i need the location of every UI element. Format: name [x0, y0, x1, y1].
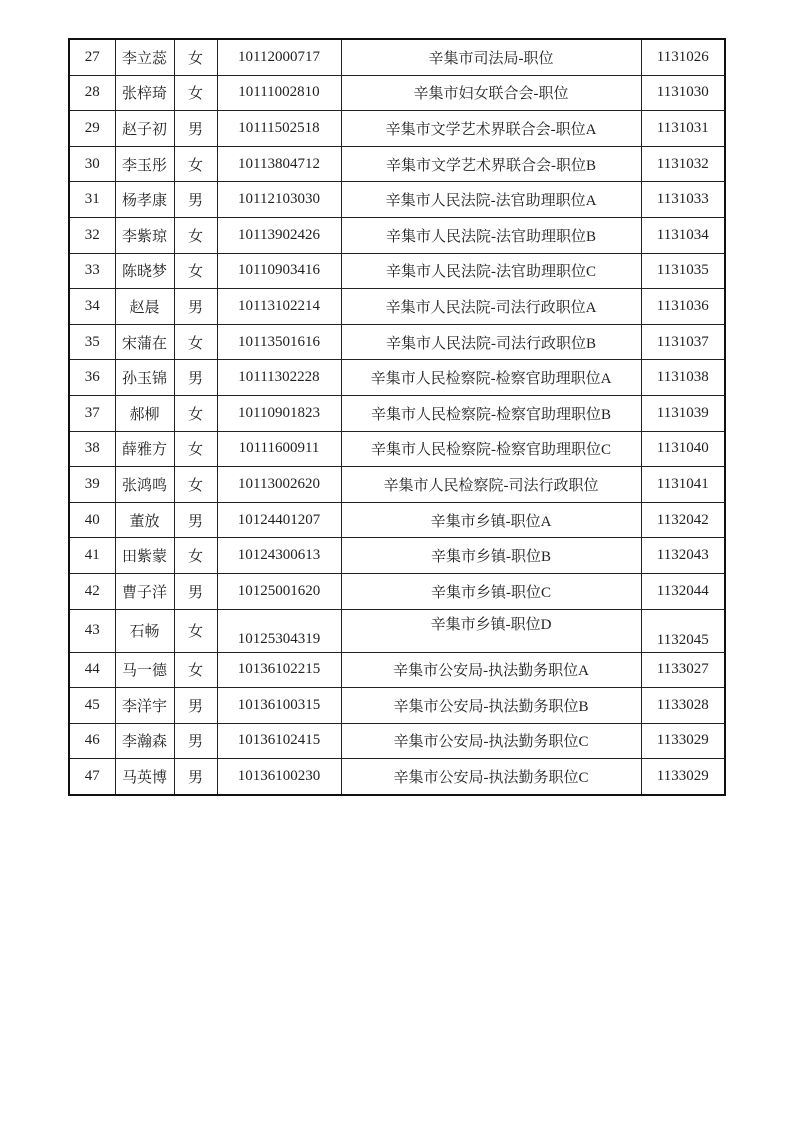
- exam-id: 10125304319: [217, 609, 341, 652]
- table-row: [69, 652, 725, 688]
- candidate-name: 田紫蒙: [115, 538, 174, 574]
- position-name: 辛集市乡镇-职位C: [341, 573, 641, 609]
- table-row: [69, 395, 725, 431]
- position-name: 辛集市人民检察院-检察官助理职位B: [341, 395, 641, 431]
- position-name: 辛集市妇女联合会-职位: [341, 75, 641, 111]
- candidate-name: 马一德: [115, 652, 174, 688]
- position-code: 1131033: [641, 182, 725, 218]
- gender: 女: [174, 324, 217, 360]
- candidate-name: 杨孝康: [115, 182, 174, 218]
- exam-id: 10124401207: [217, 502, 341, 538]
- position-code: 1131035: [641, 253, 725, 289]
- candidate-name: 郝柳: [115, 395, 174, 431]
- position-name: 辛集市人民检察院-司法行政职位: [341, 467, 641, 503]
- row-number: 33: [69, 253, 115, 289]
- table-row: [69, 431, 725, 467]
- position-code: 1133029: [641, 759, 725, 795]
- position-code: 1131034: [641, 217, 725, 253]
- position-name: 辛集市人民法院-法官助理职位C: [341, 253, 641, 289]
- position-code: 1132042: [641, 502, 725, 538]
- row-number: 46: [69, 723, 115, 759]
- exam-id: 10111502518: [217, 111, 341, 147]
- gender: 女: [174, 217, 217, 253]
- row-number: 31: [69, 182, 115, 218]
- table-row: [69, 360, 725, 396]
- table-row: [69, 538, 725, 574]
- table-row: [69, 39, 725, 75]
- row-number: 43: [69, 609, 115, 652]
- gender: 女: [174, 395, 217, 431]
- exam-id: 10110901823: [217, 395, 341, 431]
- gender: 女: [174, 467, 217, 503]
- position-name: 辛集市公安局-执法勤务职位C: [341, 723, 641, 759]
- row-number: 44: [69, 652, 115, 688]
- gender: 男: [174, 688, 217, 724]
- position-code: 1131039: [641, 395, 725, 431]
- row-number: 38: [69, 431, 115, 467]
- candidate-name: 赵子初: [115, 111, 174, 147]
- table-row: [69, 573, 725, 609]
- candidate-name: 曹子洋: [115, 573, 174, 609]
- exam-id: 10110903416: [217, 253, 341, 289]
- candidate-name: 赵晨: [115, 289, 174, 325]
- gender: 女: [174, 75, 217, 111]
- exam-id: 10112103030: [217, 182, 341, 218]
- candidate-table-body: [69, 39, 725, 795]
- exam-id: 10124300613: [217, 538, 341, 574]
- table-row: [69, 502, 725, 538]
- exam-id: 10136100230: [217, 759, 341, 795]
- row-number: 39: [69, 467, 115, 503]
- gender: 男: [174, 289, 217, 325]
- gender: 男: [174, 759, 217, 795]
- gender: 男: [174, 723, 217, 759]
- position-name: 辛集市人民法院-司法行政职位A: [341, 289, 641, 325]
- table-row: [69, 75, 725, 111]
- position-name: 辛集市文学艺术界联合会-职位A: [341, 111, 641, 147]
- position-code: 1131040: [641, 431, 725, 467]
- exam-id: 10111600911: [217, 431, 341, 467]
- table-row: [69, 759, 725, 795]
- position-name: 辛集市人民检察院-检察官助理职位C: [341, 431, 641, 467]
- position-name: 辛集市人民法院-法官助理职位A: [341, 182, 641, 218]
- table-row: [69, 217, 725, 253]
- candidate-name: 陈晓梦: [115, 253, 174, 289]
- position-code: 1131030: [641, 75, 725, 111]
- position-code: 1131041: [641, 467, 725, 503]
- exam-id: 10111002810: [217, 75, 341, 111]
- position-code: 1133028: [641, 688, 725, 724]
- position-name: 辛集市乡镇-职位A: [341, 502, 641, 538]
- row-number: 34: [69, 289, 115, 325]
- position-code: 1131026: [641, 39, 725, 75]
- candidate-name: 张鸿鸣: [115, 467, 174, 503]
- position-name: 辛集市人民检察院-检察官助理职位A: [341, 360, 641, 396]
- table-row: [69, 688, 725, 724]
- candidate-name: 董放: [115, 502, 174, 538]
- row-number: 27: [69, 39, 115, 75]
- row-number: 32: [69, 217, 115, 253]
- candidate-name: 张梓琦: [115, 75, 174, 111]
- candidate-name: 李洋宇: [115, 688, 174, 724]
- row-number: 36: [69, 360, 115, 396]
- row-number: 45: [69, 688, 115, 724]
- exam-id: 10113002620: [217, 467, 341, 503]
- candidate-name: 马英博: [115, 759, 174, 795]
- exam-id: 10113102214: [217, 289, 341, 325]
- candidate-name: 李玉彤: [115, 146, 174, 182]
- position-code: 1131031: [641, 111, 725, 147]
- table-row: [69, 289, 725, 325]
- candidate-name: 宋蒲在: [115, 324, 174, 360]
- gender: 女: [174, 538, 217, 574]
- candidate-name: 孙玉锦: [115, 360, 174, 396]
- candidate-name: 石畅: [115, 609, 174, 652]
- position-code: 1131037: [641, 324, 725, 360]
- candidate-name: 李立蕊: [115, 39, 174, 75]
- exam-id: 10113902426: [217, 217, 341, 253]
- position-name: 辛集市公安局-执法勤务职位C: [341, 759, 641, 795]
- position-name: 辛集市司法局-职位: [341, 39, 641, 75]
- row-number: 41: [69, 538, 115, 574]
- row-number: 40: [69, 502, 115, 538]
- position-name: 辛集市乡镇-职位B: [341, 538, 641, 574]
- candidate-name: 薛雅方: [115, 431, 174, 467]
- row-number: 28: [69, 75, 115, 111]
- gender: 男: [174, 111, 217, 147]
- position-name: 辛集市公安局-执法勤务职位A: [341, 652, 641, 688]
- exam-id: 10136100315: [217, 688, 341, 724]
- position-code: 1133029: [641, 723, 725, 759]
- gender: 女: [174, 39, 217, 75]
- exam-id: 10111302228: [217, 360, 341, 396]
- gender: 男: [174, 360, 217, 396]
- row-number: 42: [69, 573, 115, 609]
- position-code: 1131032: [641, 146, 725, 182]
- gender: 女: [174, 609, 217, 652]
- position-name: 辛集市公安局-执法勤务职位B: [341, 688, 641, 724]
- candidate-name: 李紫琼: [115, 217, 174, 253]
- exam-id: 10113501616: [217, 324, 341, 360]
- gender: 女: [174, 146, 217, 182]
- position-code: 1132045: [641, 609, 725, 652]
- exam-id: 10125001620: [217, 573, 341, 609]
- exam-id: 10113804712: [217, 146, 341, 182]
- gender: 男: [174, 573, 217, 609]
- row-number: 29: [69, 111, 115, 147]
- position-name: 辛集市人民法院-司法行政职位B: [341, 324, 641, 360]
- table-row: [69, 467, 725, 503]
- row-number: 35: [69, 324, 115, 360]
- position-code: 1132043: [641, 538, 725, 574]
- gender: 女: [174, 431, 217, 467]
- table-row: [69, 324, 725, 360]
- position-code: 1133027: [641, 652, 725, 688]
- row-number: 37: [69, 395, 115, 431]
- table-row: [69, 723, 725, 759]
- exam-id: 10112000717: [217, 39, 341, 75]
- table-row: [69, 146, 725, 182]
- position-code: 1132044: [641, 573, 725, 609]
- row-number: 47: [69, 759, 115, 795]
- position-code: 1131038: [641, 360, 725, 396]
- position-code: 1131036: [641, 289, 725, 325]
- table-row: [69, 609, 725, 652]
- gender: 男: [174, 182, 217, 218]
- gender: 男: [174, 502, 217, 538]
- gender: 女: [174, 253, 217, 289]
- table-row: [69, 253, 725, 289]
- position-name: 辛集市文学艺术界联合会-职位B: [341, 146, 641, 182]
- gender: 女: [174, 652, 217, 688]
- table-row: [69, 111, 725, 147]
- table-row: [69, 182, 725, 218]
- row-number: 30: [69, 146, 115, 182]
- position-name: 辛集市人民法院-法官助理职位B: [341, 217, 641, 253]
- candidate-table: [68, 38, 726, 796]
- position-name: 辛集市乡镇-职位D: [341, 609, 641, 652]
- candidate-name: 李瀚森: [115, 723, 174, 759]
- exam-id: 10136102415: [217, 723, 341, 759]
- exam-id: 10136102215: [217, 652, 341, 688]
